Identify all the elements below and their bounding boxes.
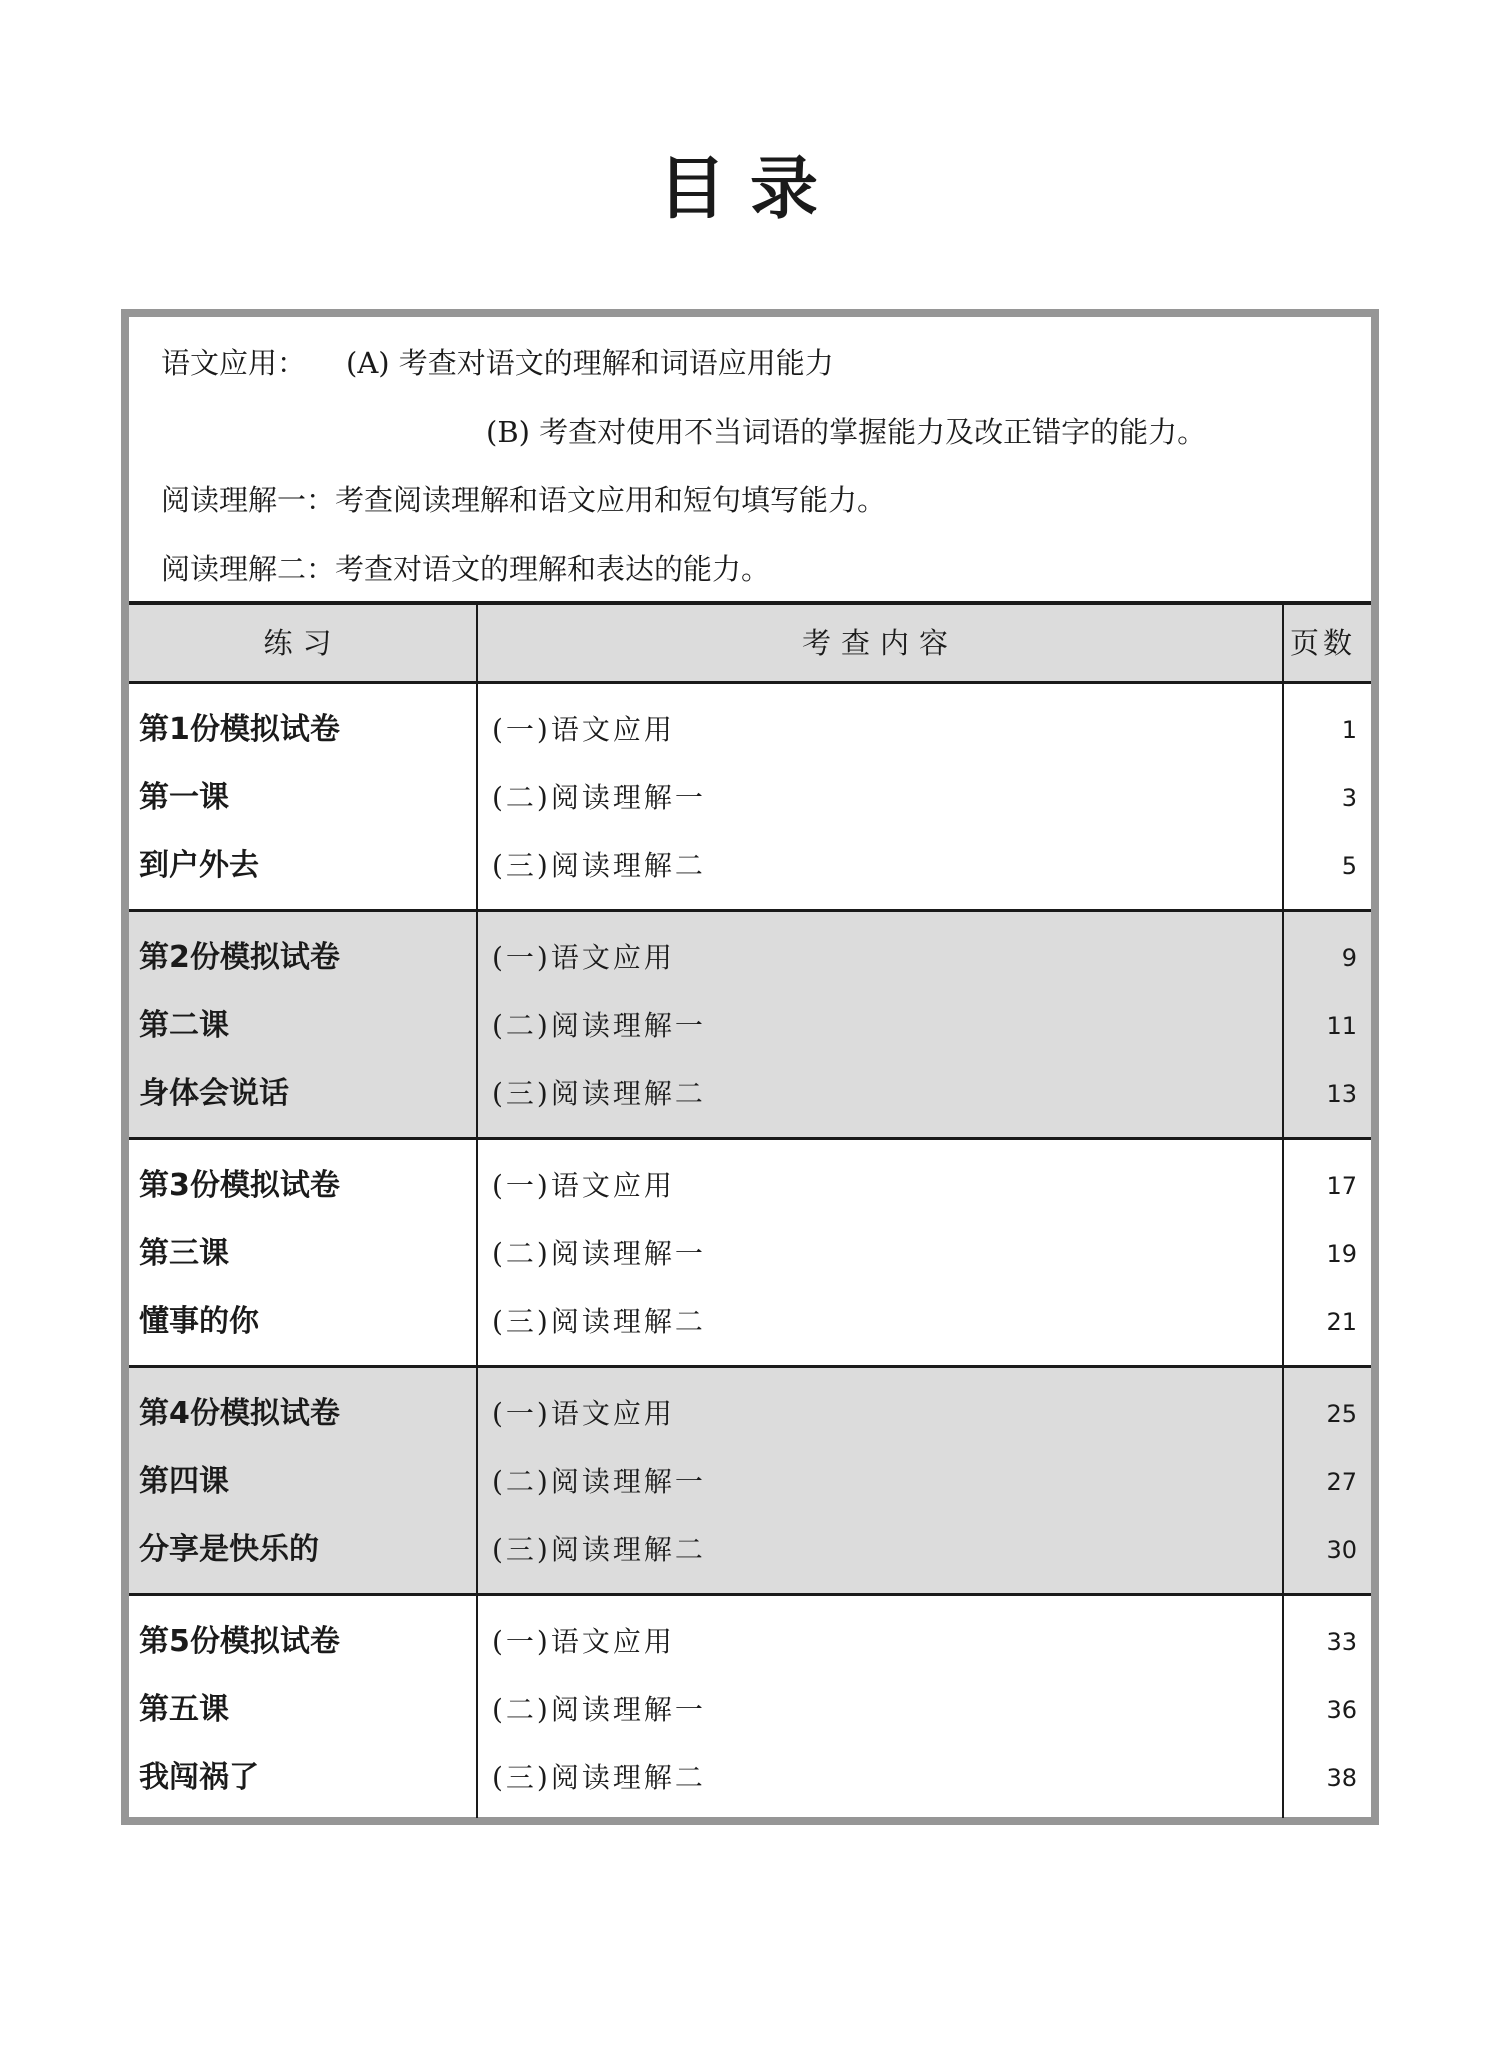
page-number-cell	[1284, 912, 1371, 1137]
page-number-cell	[1284, 1140, 1371, 1365]
page-number[interactable]: 27	[1326, 1468, 1357, 1496]
exercise-title[interactable]: 我闯祸了	[139, 1760, 259, 1795]
content-item-cell	[478, 1140, 1284, 1365]
content-item-cell	[478, 1368, 1284, 1593]
page-number[interactable]: 19	[1326, 1240, 1357, 1268]
page-number-cell	[1284, 1368, 1371, 1593]
content-item[interactable]: (二)阅读理解一	[492, 1465, 706, 1498]
page-number[interactable]: 3	[1341, 784, 1357, 812]
exercise-title[interactable]: 第五课	[139, 1692, 229, 1727]
content-item[interactable]: (二)阅读理解一	[492, 1009, 706, 1042]
content-item-cell	[478, 912, 1284, 1137]
table-header	[129, 601, 1371, 684]
intro-line	[161, 549, 770, 589]
page-number-cell	[1284, 1596, 1371, 1818]
intro-line	[161, 480, 886, 520]
exercise-title[interactable]: 第四课	[139, 1464, 229, 1499]
header-content: 考查内容	[801, 626, 958, 660]
content-item[interactable]: (三)阅读理解二	[492, 1533, 706, 1566]
page-number[interactable]: 1	[1341, 716, 1357, 744]
table-group	[129, 684, 1371, 912]
content-item[interactable]: (三)阅读理解二	[492, 1305, 706, 1338]
exercise-title[interactable]: 第3份模拟试卷	[139, 1168, 340, 1203]
table-group	[129, 1140, 1371, 1368]
content-item[interactable]: (一)语文应用	[492, 1169, 675, 1202]
exercise-title[interactable]: 第2份模拟试卷	[139, 940, 340, 975]
table-group	[129, 912, 1371, 1140]
content-item-cell	[478, 1596, 1284, 1818]
exercise-title-cell	[129, 1368, 478, 1593]
table-group	[129, 1596, 1371, 1818]
exercise-title[interactable]: 第5份模拟试卷	[139, 1624, 340, 1659]
page-number[interactable]: 5	[1341, 852, 1357, 880]
page-number[interactable]: 33	[1326, 1628, 1357, 1656]
exercise-title[interactable]: 第4份模拟试卷	[139, 1396, 340, 1431]
content-item-cell	[478, 684, 1284, 909]
exercise-title[interactable]: 到户外去	[139, 848, 259, 883]
page-number[interactable]: 38	[1326, 1764, 1357, 1792]
content-item[interactable]: (二)阅读理解一	[492, 1237, 706, 1270]
intro-line	[486, 412, 1206, 452]
exercise-title[interactable]: 身体会说话	[139, 1076, 289, 1111]
page-number[interactable]: 25	[1326, 1400, 1357, 1428]
content-item[interactable]: (一)语文应用	[492, 941, 675, 974]
intro-section	[129, 317, 1371, 601]
exercise-title-cell	[129, 684, 478, 909]
content-item[interactable]: (三)阅读理解二	[492, 849, 706, 882]
contents-table	[129, 601, 1371, 1818]
intro-text: 考查阅读理解和语文应用和短句填写能力。	[335, 483, 887, 517]
intro-line	[161, 343, 834, 383]
exercise-title[interactable]: 第二课	[139, 1008, 229, 1043]
content-item[interactable]: (一)语文应用	[492, 1625, 675, 1658]
intro-label: 语文应用：	[161, 346, 307, 380]
page-title: 目录	[657, 150, 842, 229]
page-number-cell	[1284, 684, 1371, 909]
intro-text: (A) 考查对语文的理解和词语应用能力	[346, 346, 834, 380]
content-item[interactable]: (二)阅读理解一	[492, 1693, 706, 1726]
exercise-title-cell	[129, 1596, 478, 1818]
header-pages: 页数	[1290, 626, 1357, 660]
content-item[interactable]: (一)语文应用	[492, 1397, 675, 1430]
exercise-title[interactable]: 分享是快乐的	[139, 1532, 319, 1567]
exercise-title[interactable]: 第三课	[139, 1236, 229, 1271]
content-item[interactable]: (一)语文应用	[492, 713, 675, 746]
page-number[interactable]: 17	[1326, 1172, 1357, 1200]
exercise-title-cell	[129, 1140, 478, 1365]
content-item[interactable]: (三)阅读理解二	[492, 1761, 706, 1794]
page-number[interactable]: 13	[1326, 1080, 1357, 1108]
exercise-title[interactable]: 第一课	[139, 780, 229, 815]
header-exercise: 练习	[263, 626, 342, 660]
contents-frame	[121, 309, 1379, 1825]
page-number[interactable]: 21	[1326, 1308, 1357, 1336]
exercise-title[interactable]: 第1份模拟试卷	[139, 712, 340, 747]
page-number[interactable]: 9	[1341, 944, 1357, 972]
page-number[interactable]: 30	[1326, 1536, 1357, 1564]
page-number[interactable]: 36	[1326, 1696, 1357, 1724]
exercise-title[interactable]: 懂事的你	[139, 1304, 259, 1339]
exercise-title-cell	[129, 912, 478, 1137]
intro-label: 阅读理解一：	[161, 483, 336, 517]
content-item[interactable]: (二)阅读理解一	[492, 781, 706, 814]
page-number[interactable]: 11	[1326, 1012, 1357, 1040]
intro-label: 阅读理解二：	[161, 552, 336, 586]
content-item[interactable]: (三)阅读理解二	[492, 1077, 706, 1110]
intro-text: (B) 考查对使用不当词语的掌握能力及改正错字的能力。	[486, 415, 1207, 449]
intro-text: 考查对语文的理解和表达的能力。	[335, 552, 771, 586]
table-group	[129, 1368, 1371, 1596]
